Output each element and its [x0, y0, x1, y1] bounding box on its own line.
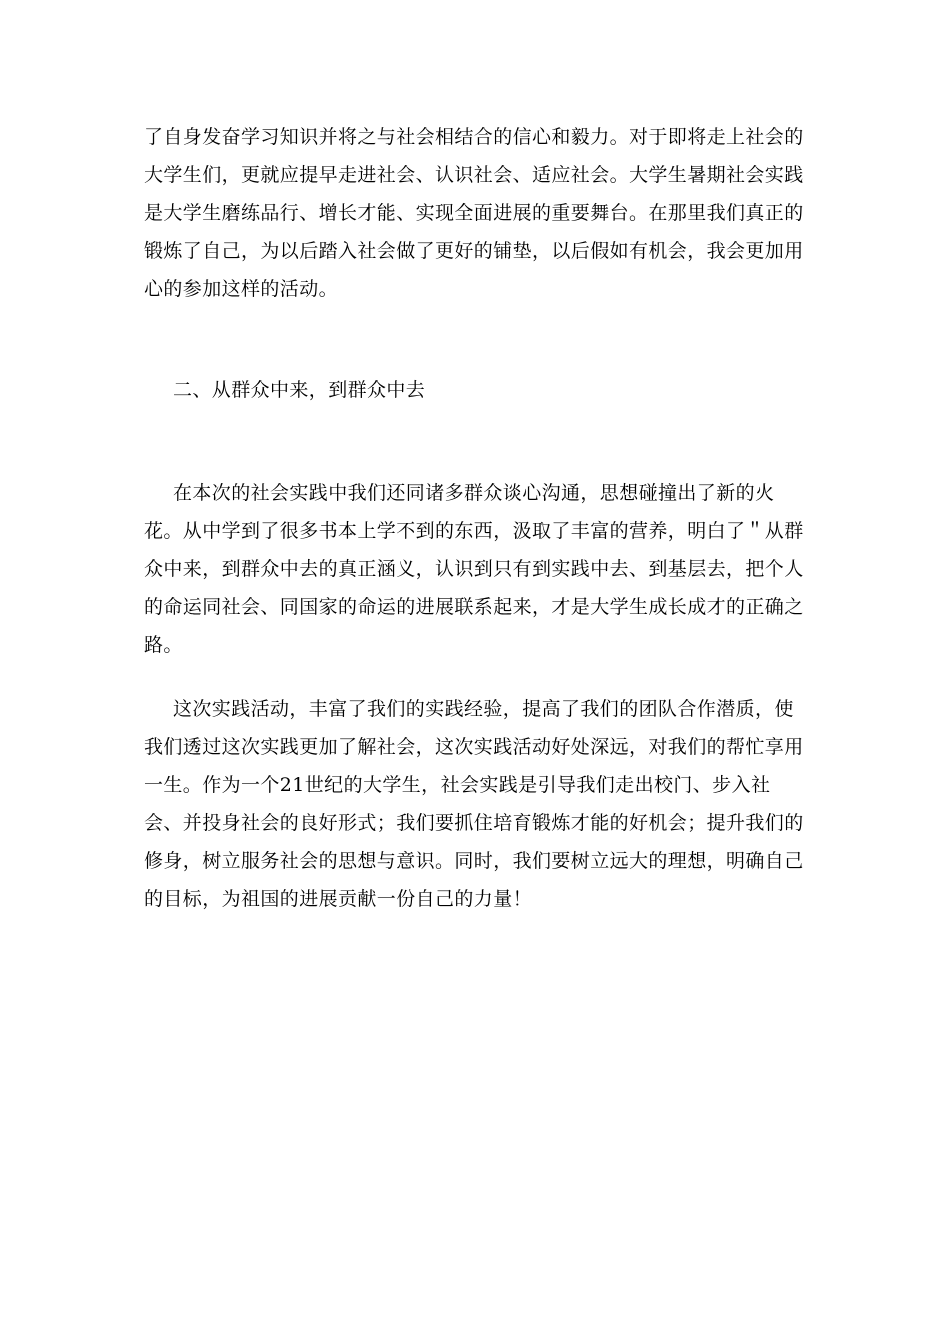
section-heading: 二、从群众中来，到群众中去: [173, 379, 426, 401]
paragraph-conclusion: 这次实践活动，丰富了我们的实践经验，提高了我们的团队合作潜质，使我们透过这次实践更加了解社会，这次实践活动好处深远，对我们的帮忙享用一生。作为一个21世纪的大学生，社会实践是引导我们走出校门、步入社会、并投身社会的良好形式；我们要抓住培育锻炼才能的好机会；提升我们的修身，树立服务社会的思想与意识。同时，我们要树立远大的理想，明确自己的目标，为祖国的进展贡献一份自己的力量！: [144, 698, 804, 910]
paragraph-continued: 了自身发奋学习知识并将之与社会相结合的信心和毅力。对于即将走上社会的大学生们，更就应提早走进社会、认识社会、适应社会。大学生暑期社会实践是大学生磨练品行、增长才能、实现全面进展的重要舞台。在那里我们真正的锻炼了自己，为以后踏入社会做了更好的铺垫，以后假如有机会，我会更加用心的参加这样的活动。: [144, 126, 804, 300]
paragraph-masses: 在本次的社会实践中我们还同诸多群众谈心沟通，思想碰撞出了新的火花。从中学到了很多书本上学不到的东西，汲取了丰富的营养，明白了＂从群众中来，到群众中去的真正涵义，认识到只有到实践中去、到基层去，把个人的命运同社会、同国家的命运的进展联系起来，才是大学生成长成才的正确之路。: [144, 482, 804, 656]
